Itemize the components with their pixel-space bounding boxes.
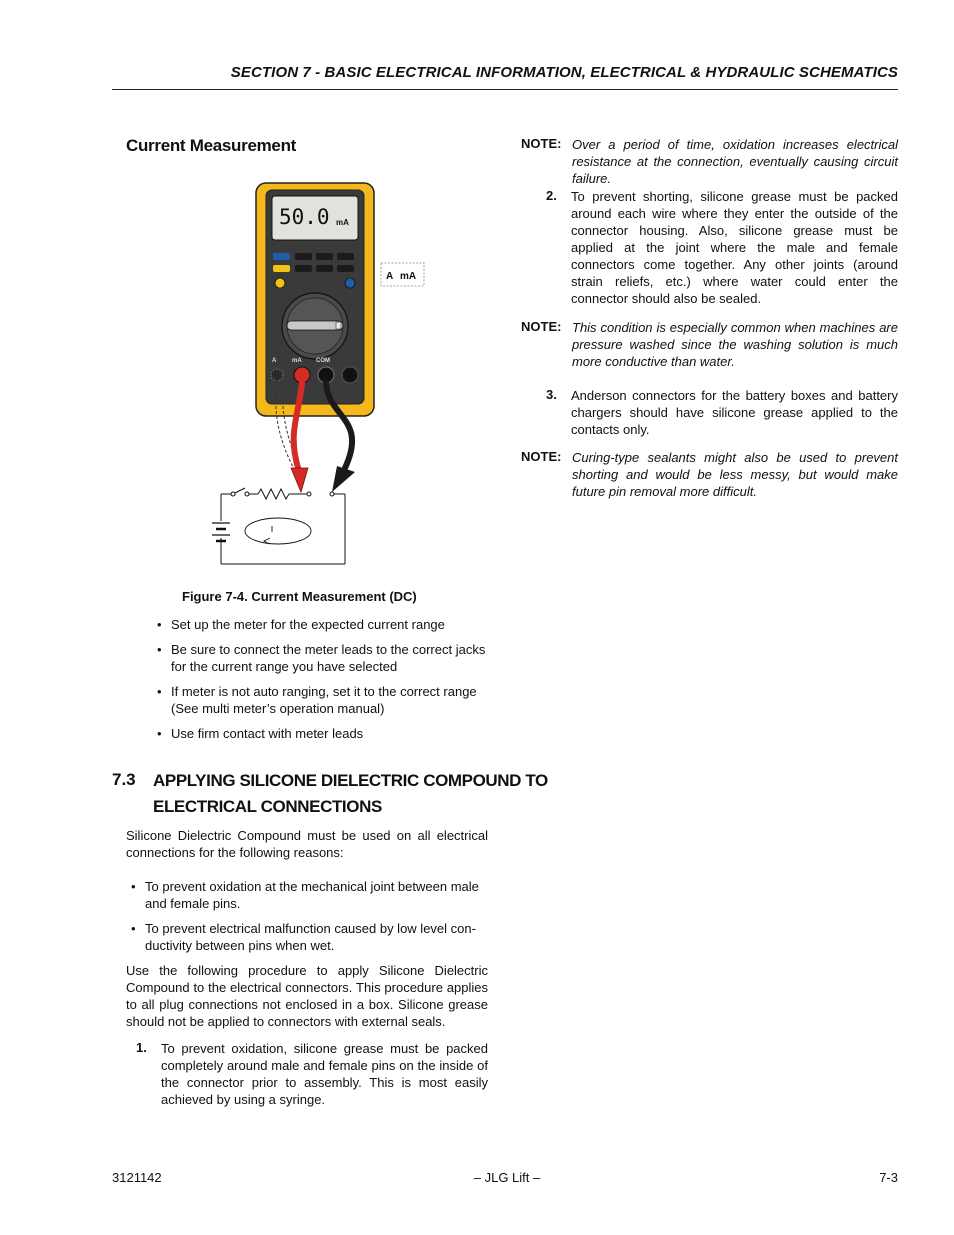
section-header: SECTION 7 - BASIC ELECTRICAL INFORMATION, ELECTRICAL & HYDRAULIC SCHEMATICS xyxy=(230,64,898,81)
jack-label-ma: mA xyxy=(292,358,302,364)
step-1: 1. To prevent oxidation, silicone grease must be packed completely around male and female pins on the inside of the connector prior to assembly. This is most easily achieved by using a syringe. xyxy=(136,1040,488,1107)
note-2: NOTE: This condition is especially common when machines are pressure washed since the washing solution is much more conductive than water. xyxy=(521,319,898,369)
step-2: 2. To prevent shorting, silicone grease must be packed around each wire where they enter the outside of the connector housing. Also, silicone grease must be applied at the joint where the male and female connectors come together. Any other joints (around strain reliefs, etc.) where water could enter the connector should also be sealed. xyxy=(546,188,898,306)
section-title-line-1: APPLYING SILICONE DIELECTRIC COMPOUND TO xyxy=(153,771,548,790)
current-measurement-heading: Current Measurement xyxy=(126,136,297,155)
figure-caption: Figure 7-4. Current Measurement (DC) xyxy=(182,589,417,604)
display-value: 50.0 xyxy=(279,205,330,229)
list-item: • If meter is not auto ranging, set it to the correct range (See multi meter’s operation manual) xyxy=(157,684,477,716)
intro-paragraph: Silicone Dielectric Compound must be used on all electrical connections for the following reasons: xyxy=(126,828,488,860)
list-item: • Be sure to connect the meter leads to the correct jacks for the current range you have selected xyxy=(157,642,486,674)
display-unit: mA xyxy=(336,218,349,227)
jack-label-com: COM xyxy=(316,358,330,364)
jack-callout xyxy=(380,262,426,288)
note-3: NOTE: Curing-type sealants might also be used to prevent shorting and would be less messy, but would make future pin removal more difficult. xyxy=(521,449,898,499)
footer-center: – JLG Lift – xyxy=(473,1170,541,1185)
list-item: • To prevent oxidation at the mechanical joint between male and female pins. xyxy=(131,879,479,911)
resistor-symbol xyxy=(258,489,289,499)
svg-text:A: A xyxy=(386,271,394,282)
section-number: 7.3 xyxy=(112,770,136,789)
header-rule xyxy=(112,89,898,90)
note-1: NOTE: Over a period of time, oxidation increases electrical resistance at the connection, eventually causing circuit failure. xyxy=(521,136,898,186)
button-yellow xyxy=(273,265,290,272)
list-item: • To prevent electrical malfunction caused by low level con- ductivity between pins when wet. xyxy=(131,921,476,953)
section-title-line-2: ELECTRICAL CONNECTIONS xyxy=(153,797,382,816)
footer-doc-number: 3121142 xyxy=(112,1170,162,1185)
procedure-paragraph: Use the following procedure to apply Silicone Dielectric Compound to the electrical connectors. This procedure applies to all plug connections not enclosed in a box. Silicone grease should not be applied to connectors with external seals. xyxy=(126,963,488,1029)
dial-pointer xyxy=(287,321,343,330)
multimeter-figure xyxy=(200,178,440,570)
jack-label-a: A xyxy=(272,358,277,364)
svg-text:mA: mA xyxy=(400,271,417,282)
step-3: 3. Anderson connectors for the battery boxes and battery chargers should have silicone grease applied to the contacts only. xyxy=(546,387,898,437)
button-blue xyxy=(273,253,290,260)
footer-page-number: 7-3 xyxy=(879,1170,898,1185)
